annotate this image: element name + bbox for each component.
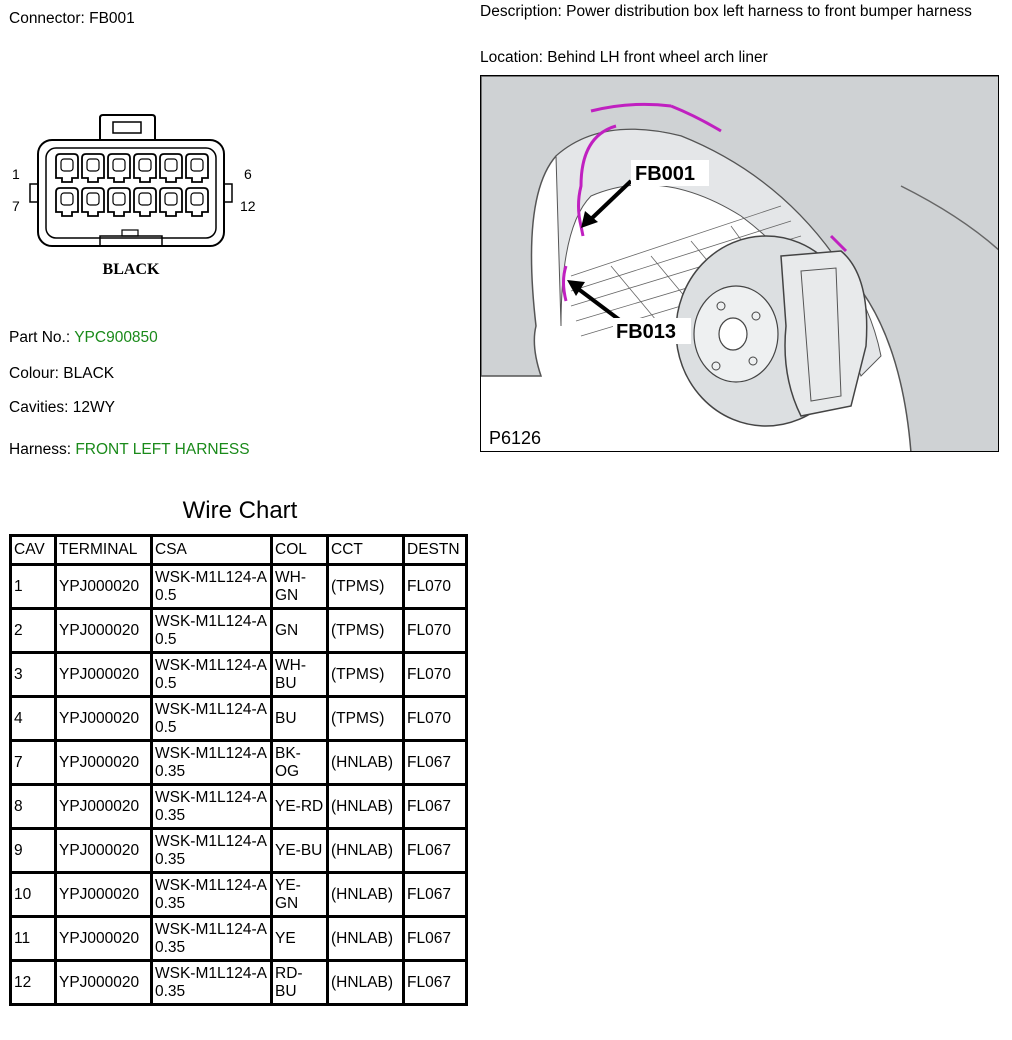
cell-col: BU (272, 697, 328, 741)
cavity-slot (160, 188, 182, 216)
header-destn: DESTN (404, 536, 467, 565)
cavity-slot (108, 188, 130, 216)
cell-cct: (HNLAB) (328, 829, 404, 873)
table-row (11, 917, 467, 961)
cell-cav: 4 (11, 697, 56, 741)
cell-cav: 10 (11, 873, 56, 917)
part-number-link[interactable]: YPC900850 (74, 329, 158, 346)
wire-chart-table (9, 534, 468, 1006)
table-row (11, 741, 467, 785)
table-row (11, 609, 467, 653)
table-row (11, 653, 467, 697)
cell-cav: 7 (11, 741, 56, 785)
cell-terminal: YPJ000020 (56, 873, 152, 917)
cell-terminal: YPJ000020 (56, 609, 152, 653)
cell-terminal: YPJ000020 (56, 653, 152, 697)
cell-terminal: YPJ000020 (56, 565, 152, 609)
cell-terminal: YPJ000020 (56, 697, 152, 741)
figure-code: P6126 (489, 428, 542, 448)
table-row (11, 829, 467, 873)
cell-destn: FL067 (404, 961, 467, 1005)
cell-terminal: YPJ000020 (56, 785, 152, 829)
cell-cct: (TPMS) (328, 565, 404, 609)
cell-cav: 11 (11, 917, 56, 961)
colour-row: Colour: BLACK (9, 365, 115, 382)
cavity-slot (56, 154, 78, 182)
pin-label-1: 1 (12, 166, 20, 182)
cell-cav: 9 (11, 829, 56, 873)
cell-cct: (TPMS) (328, 653, 404, 697)
pin-label-12: 12 (240, 198, 256, 214)
cell-col: BK-OG (272, 741, 328, 785)
cavity-slot (108, 154, 130, 182)
cell-cct: (HNLAB) (328, 785, 404, 829)
part-number-label: Part No.: (9, 329, 71, 346)
table-row (11, 565, 467, 609)
cavity-terminal (191, 193, 203, 205)
cavity-slot (186, 154, 208, 182)
cell-col: RD-BU (272, 961, 328, 1005)
cavity-grid (56, 154, 208, 216)
cell-cav: 3 (11, 653, 56, 697)
cell-terminal: YPJ000020 (56, 741, 152, 785)
cell-col: GN (272, 609, 328, 653)
callout-fb013: FB013 (616, 321, 677, 343)
cell-csa: WSK-M1L124-A 0.5 (152, 697, 272, 741)
cell-destn: FL070 (404, 565, 467, 609)
harness-row (9, 440, 250, 459)
connector-face-diagram (0, 108, 275, 283)
cavity-slot (186, 188, 208, 216)
pin-label-6: 6 (244, 166, 252, 182)
cell-csa: WSK-M1L124-A 0.5 (152, 609, 272, 653)
cell-col: WH-GN (272, 565, 328, 609)
cavity-slot (56, 188, 78, 216)
cell-csa: WSK-M1L124-A 0.35 (152, 741, 272, 785)
header-col: COL (272, 536, 328, 565)
cell-terminal: YPJ000020 (56, 961, 152, 1005)
header-terminal: TERMINAL (56, 536, 152, 565)
cavity-slot (82, 188, 104, 216)
cell-destn: FL067 (404, 829, 467, 873)
cell-destn: FL070 (404, 609, 467, 653)
cell-cct: (HNLAB) (328, 917, 404, 961)
cavity-terminal (61, 159, 73, 171)
harness-link[interactable]: FRONT LEFT HARNESS (75, 441, 250, 458)
wheel-arch-drawing (481, 76, 999, 452)
table-header-row (11, 536, 467, 565)
cavity-terminal (113, 193, 125, 205)
cell-cct: (HNLAB) (328, 873, 404, 917)
cavity-terminal (191, 159, 203, 171)
cell-col: YE-BU (272, 829, 328, 873)
cavity-slot (160, 154, 182, 182)
cavity-terminal (139, 193, 151, 205)
cell-cct: (HNLAB) (328, 741, 404, 785)
cell-csa: WSK-M1L124-A 0.5 (152, 565, 272, 609)
cavity-terminal (87, 193, 99, 205)
cell-destn: FL067 (404, 873, 467, 917)
cell-csa: WSK-M1L124-A 0.5 (152, 653, 272, 697)
cavity-terminal (113, 159, 125, 171)
table-row (11, 697, 467, 741)
cell-terminal: YPJ000020 (56, 829, 152, 873)
header-csa: CSA (152, 536, 272, 565)
part-number-row (9, 328, 158, 347)
wire-chart-title: Wire Chart (182, 497, 298, 524)
cell-cct: (TPMS) (328, 609, 404, 653)
cavity-terminal (165, 159, 177, 171)
cavity-terminal (87, 159, 99, 171)
cell-destn: FL067 (404, 741, 467, 785)
cavities-row: Cavities: 12WY (9, 399, 115, 416)
header-cct: CCT (328, 536, 404, 565)
cell-destn: FL070 (404, 653, 467, 697)
cavity-terminal (139, 159, 151, 171)
cell-csa: WSK-M1L124-A 0.35 (152, 917, 272, 961)
cell-destn: FL070 (404, 697, 467, 741)
cell-cav: 2 (11, 609, 56, 653)
cell-col: WH-BU (272, 653, 328, 697)
cell-col: YE-GN (272, 873, 328, 917)
cavity-slot (134, 188, 156, 216)
location-illustration (480, 75, 999, 452)
cavity-terminal (165, 193, 177, 205)
table-row (11, 785, 467, 829)
cell-col: YE-RD (272, 785, 328, 829)
cell-destn: FL067 (404, 917, 467, 961)
cell-cav: 8 (11, 785, 56, 829)
cell-csa: WSK-M1L124-A 0.35 (152, 785, 272, 829)
cell-csa: WSK-M1L124-A 0.35 (152, 961, 272, 1005)
connector-label: Connector: FB001 (9, 10, 135, 27)
cell-cct: (HNLAB) (328, 961, 404, 1005)
cavity-terminal (61, 193, 73, 205)
cell-csa: WSK-M1L124-A 0.35 (152, 873, 272, 917)
cell-cav: 1 (11, 565, 56, 609)
description-text: Description: Power distribution box left harness to front bumper harness (480, 3, 972, 20)
location-text: Location: Behind LH front wheel arch liner (480, 49, 768, 66)
cell-cav: 12 (11, 961, 56, 1005)
cell-terminal: YPJ000020 (56, 917, 152, 961)
cavity-slot (134, 154, 156, 182)
table-row (11, 873, 467, 917)
table-row (11, 961, 467, 1005)
cavity-slot (82, 154, 104, 182)
callout-fb001: FB001 (635, 163, 696, 185)
cell-col: YE (272, 917, 328, 961)
cell-cct: (TPMS) (328, 697, 404, 741)
cell-csa: WSK-M1L124-A 0.35 (152, 829, 272, 873)
connector-colour-label: BLACK (102, 261, 160, 278)
header-cav: CAV (11, 536, 56, 565)
cell-destn: FL067 (404, 785, 467, 829)
harness-label: Harness: (9, 441, 72, 458)
pin-label-7: 7 (12, 198, 20, 214)
